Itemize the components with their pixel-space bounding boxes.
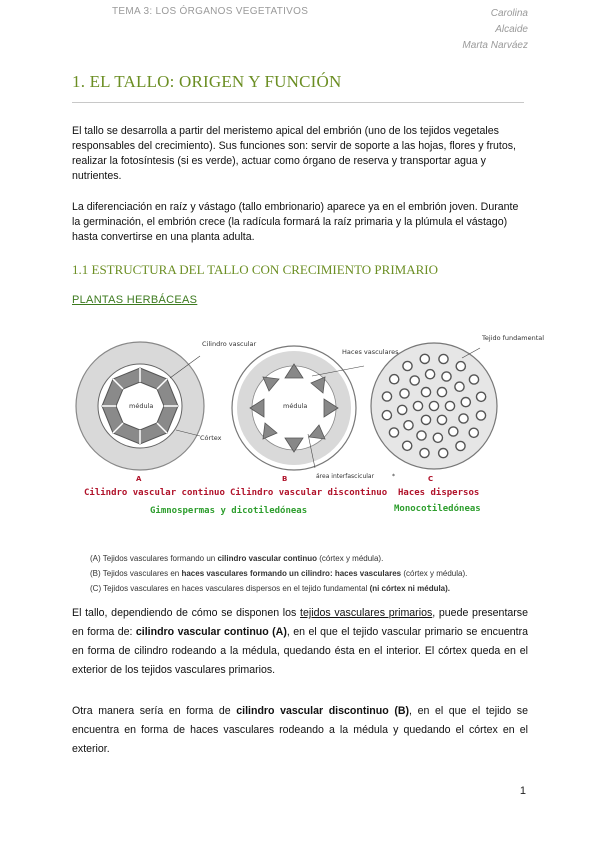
vascular-bundle-dot xyxy=(442,372,451,381)
vascular-bundle-dot xyxy=(439,449,448,458)
label-haces: Haces vasculares xyxy=(342,348,399,356)
text: , en el que el tejido se encuentra en forma de haces vasculares rodeando a la médula y quedando el córtex en el exterior. xyxy=(72,705,528,755)
vascular-bundle-dot xyxy=(459,414,468,423)
vascular-bundle-dot xyxy=(420,354,429,363)
vascular-bundle-dot xyxy=(455,382,464,391)
label-medula-b: médula xyxy=(283,402,308,410)
paragraph-2: La diferenciación en raíz y vástago (tallo embrionario) aparece ya en el embrión joven. Durante la germinación, el embrión crece (la radícula formará la raíz primaria y la plúmula el vástago) hasta convertirse en una planta adulta. xyxy=(72,201,519,243)
bold-term: cilindro vascular discontinuo (B) xyxy=(236,705,410,717)
vascular-bundle-dot xyxy=(400,389,409,398)
label-cortex: Córtex xyxy=(200,434,222,442)
caption-text: (A) Tejidos vasculares formando un xyxy=(90,554,218,563)
caption-text: (C) Tejidos vasculares en haces vasculares dispersos en el tejido fundamental xyxy=(90,584,370,593)
bold-term: cilindro vascular continuo (A) xyxy=(135,626,287,638)
paragraph-1: El tallo se desarrolla a partir del meristemo apical del embrión (uno de los tejidos vegetales responsables del crecimiento). Sus funciones son: servir de soporte a las hojas, flores y frutos, realizar la fotosíntesis (si es verde), actuar como órgano de reserva y transportar agua y nutrientes. xyxy=(72,125,516,182)
label-a: A xyxy=(136,475,142,483)
paragraph-4 xyxy=(72,702,528,759)
vascular-bundle-dot xyxy=(461,398,470,407)
subsection-title: 1.1 ESTRUCTURA DEL TALLO CON CRECIMIENTO PRIMARIO xyxy=(72,262,438,277)
vascular-bundle-dot xyxy=(437,388,446,397)
section-heading: PLANTAS HERBÁCEAS xyxy=(72,294,198,306)
label-b: B xyxy=(282,475,288,483)
vascular-bundle-dot xyxy=(403,361,412,370)
header-left: TEMA 3: LOS ÓRGANOS VEGETATIVOS xyxy=(112,6,309,17)
page-number: 1 xyxy=(519,785,526,797)
caption-text: (córtex y médula). xyxy=(317,554,384,563)
label-c: C xyxy=(428,475,434,483)
stem-a xyxy=(76,340,256,483)
caption-bold: (ni córtex ni médula). xyxy=(369,584,451,593)
label-cilindro: Cilindro vascular xyxy=(202,340,257,348)
caption-bold: haces vasculares formando un cilindro: haces vasculares xyxy=(181,569,402,578)
label-tejido: Tejido fundamental xyxy=(482,334,545,342)
vascular-bundle-dot xyxy=(403,441,412,450)
label-medula-a: médula xyxy=(129,402,154,410)
vascular-bundle-dot xyxy=(421,388,430,397)
author-line: Marta Narváez xyxy=(462,40,528,51)
page-title: 1. EL TALLO: ORIGEN Y FUNCIÓN xyxy=(72,72,342,91)
text: , puede presentarse en forma de: xyxy=(72,607,528,638)
caption-bold: cilindro vascular continuo xyxy=(217,554,318,563)
bullet-mark: * xyxy=(392,473,395,480)
text: , en el que el tejido vascular primario se encuentra en forma de cilindro rodeando a la médula, quedando ésta en el interior. El córtex queda en el exterior de los tejidos vasculares primarios. xyxy=(72,626,528,676)
figure-caption-a xyxy=(90,552,510,565)
caption-text: (B) Tejidos vasculares en xyxy=(90,569,182,578)
vascular-bundle-dot xyxy=(437,415,446,424)
header-author xyxy=(462,6,528,54)
vascular-bundle-dot xyxy=(390,375,399,384)
author-line: Alcaide xyxy=(495,24,528,35)
vascular-bundle-dot xyxy=(421,415,430,424)
vascular-bundle-dot xyxy=(420,448,429,457)
vascular-bundle-dot xyxy=(456,362,465,371)
title-rule xyxy=(72,102,524,103)
paragraph-3 xyxy=(72,604,528,680)
label-area: área interfascicular xyxy=(316,473,375,480)
group-monocots: Monocotiledóneas xyxy=(394,504,481,514)
caption-b: Cilindro vascular discontinuo xyxy=(230,488,388,498)
stem-diagram xyxy=(72,318,545,548)
vascular-bundle-dot xyxy=(382,411,391,420)
caption-c: Haces dispersos xyxy=(398,488,480,498)
vascular-bundle-dot xyxy=(382,392,391,401)
stem-diagram-figure xyxy=(72,318,545,548)
vascular-bundle-dot xyxy=(445,401,454,410)
vascular-bundle-dot xyxy=(469,375,478,384)
vascular-bundle-dot xyxy=(456,441,465,450)
vascular-bundle-dot xyxy=(413,401,422,410)
vascular-bundle-dot xyxy=(404,421,413,430)
vascular-bundle-dot xyxy=(398,405,407,414)
caption-text: (córtex y médula). xyxy=(401,569,468,578)
stem-c xyxy=(371,334,544,483)
figure-caption-c xyxy=(90,582,510,595)
vascular-bundle-dot xyxy=(477,392,486,401)
author-line: Carolina xyxy=(490,8,528,19)
vascular-bundle-dot xyxy=(417,431,426,440)
vascular-bundle-dot xyxy=(410,376,419,385)
vascular-bundle-dot xyxy=(449,427,458,436)
group-dicots: Gimnospermas y dicotiledóneas xyxy=(150,506,308,516)
vascular-bundle-dot xyxy=(433,433,442,442)
figure-caption-b xyxy=(90,567,510,580)
caption-a: Cilindro vascular continuo xyxy=(84,488,225,498)
underlined-term: tejidos vasculares primarios xyxy=(300,607,433,619)
vascular-bundle-dot xyxy=(469,428,478,437)
vascular-bundle-dot xyxy=(476,411,485,420)
vascular-bundle-dot xyxy=(426,370,435,379)
vascular-bundle-dot xyxy=(439,354,448,363)
text: El tallo, dependiendo de cómo se disponen los xyxy=(72,607,301,619)
vascular-bundle-dot xyxy=(429,401,438,410)
text: Otra manera sería en forma de xyxy=(72,705,237,717)
vascular-bundle-dot xyxy=(389,428,398,437)
